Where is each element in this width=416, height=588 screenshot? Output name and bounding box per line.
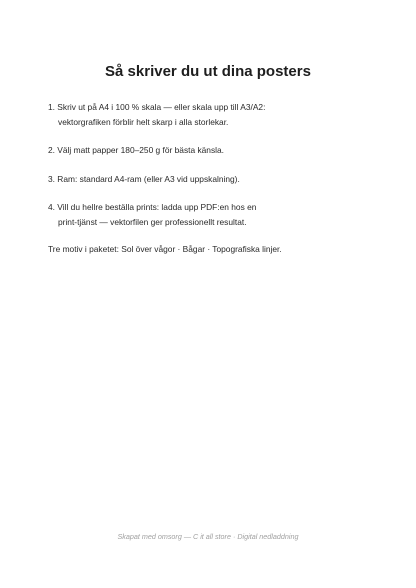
instructions (48, 100, 378, 257)
step-1 (48, 100, 378, 129)
step-3 (48, 172, 378, 187)
step-text: 1. Skriv ut på A4 i 100 % skala — eller skala upp till A3/A2: (48, 102, 266, 112)
footer-text: Skapat med omsorg — C it all store · Digital nedladdning (117, 532, 299, 541)
step-text: 4. Vill du hellre beställa prints: ladda upp PDF:en hos en (48, 202, 257, 212)
step-4 (48, 200, 378, 229)
page-title: Så skriver du ut dina posters (105, 63, 311, 80)
motifs-note: Tre motiv i paketet: Sol över vågor · Bågar · Topografiska linjer. (48, 244, 282, 254)
step-text: 3. Ram: standard A4-ram (eller A3 vid uppskalning). (48, 173, 240, 184)
step-2 (48, 143, 378, 158)
step-text: 2. Välj matt papper 180–250 g för bästa känsla. (48, 145, 224, 155)
step-text-continued: print-tjänst — vektorfilen ger professionellt resultat. (58, 216, 247, 227)
step-text-continued: vektorgrafiken förblir helt skarp i alla storlekar. (58, 116, 229, 127)
